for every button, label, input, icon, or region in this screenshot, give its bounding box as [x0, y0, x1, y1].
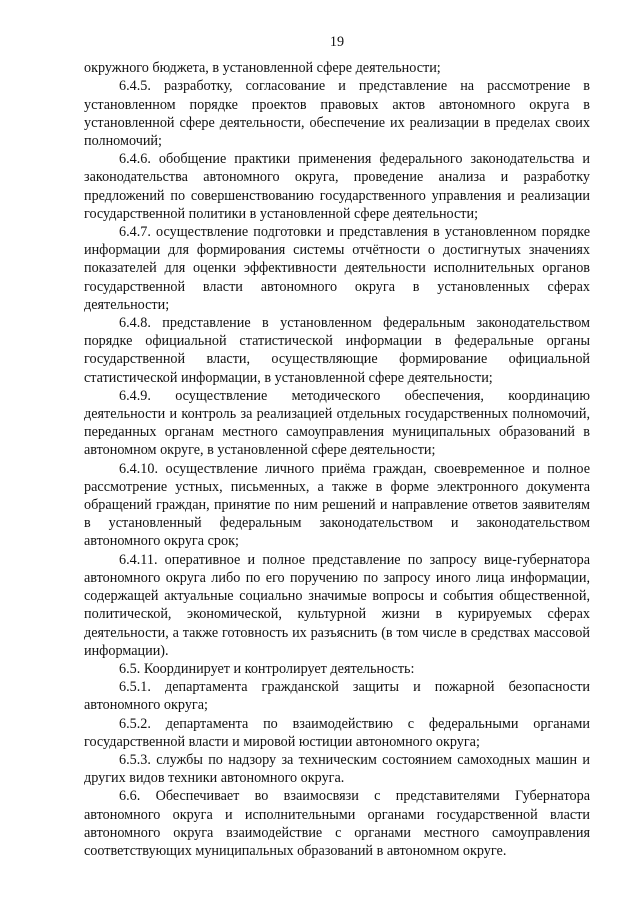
paragraph: 6.4.9. осуществление методического обеспечения, координацию деятельности и контроль за реализацией отдельных государственных полномочий, переданных органам местного самоуправления муниципальных образований в автономном округе, в установленной сфере деятельности; — [84, 387, 590, 459]
document-body — [84, 59, 590, 860]
page-number: 19 — [329, 34, 345, 50]
paragraph: 6.4.5. разработку, согласование и представление на рассмотрение в установленном порядке проектов правовых актов автономного округа в установленной сфере деятельности, обеспечение их реализации в пределах своих полномочий; — [84, 78, 590, 150]
paragraph: 6.4.6. обобщение практики применения федерального законодательства и законодательства автономного округа, проведение анализа и разработку предложений по совершенствованию государственного управления и реализации государственной политики в установленной сфере деятельности; — [84, 151, 590, 222]
paragraph: 6.5.3. службы по надзору за техническим состоянием самоходных машин и других видов техники автономного округа. — [84, 751, 590, 787]
paragraph: 6.4.10. осуществление личного приёма граждан, своевременное и полное рассмотрение устных, письменных, а также в форме электронного документа обращений граждан, принятие по ним решений и направление ответов заявителям в установленный федеральным законодательством и законодательством автономного округа срок; — [84, 460, 590, 550]
paragraph: 6.5. Координирует и контролирует деятельность: — [119, 660, 415, 677]
paragraph: 6.4.7. осуществление подготовки и представления в установленном порядке информации для формирования системы отчётности о достигнутых значениях показателей для оценки эффективности деятельности исполнительных органов государственной власти автономного округа в установленных сферах деятельности; — [84, 224, 590, 313]
paragraph: 6.5.2. департамента по взаимодействию с федеральными органами государственной власти и мировой юстиции автономного округа; — [84, 715, 590, 750]
paragraph: 6.4.8. представление в установленном федеральным законодательством порядке официальной статистической информации в федеральные органы государственной власти, осуществляющие формирование официальной статистической информации, в установленной сфере деятельности; — [84, 315, 590, 386]
paragraph: 6.5.1. департамента гражданской защиты и пожарной безопасности автономного округа; — [84, 679, 590, 714]
paragraph: 6.6. Обеспечивает во взаимосвязи с представителями Губернатора автономного округа и исполнительными органами государственной власти автономного округа взаимодействие с органами местного самоуправления соответствующих муниципальных образований в автономном округе. — [84, 788, 590, 859]
paragraph: окружного бюджета, в установленной сфере деятельности; — [84, 60, 441, 77]
paragraph: 6.4.11. оперативное и полное представление по запросу вице-губернатора автономного округа либо по его поручению по запросу иного лица информации, содержащей актуальные социально значимые вопросы и события общественной, политической, экономической, культурной жизни в курируемых сферах деятельности, а также готовность их разъяснить (в том числе в средствах массовой информации). — [84, 551, 590, 659]
